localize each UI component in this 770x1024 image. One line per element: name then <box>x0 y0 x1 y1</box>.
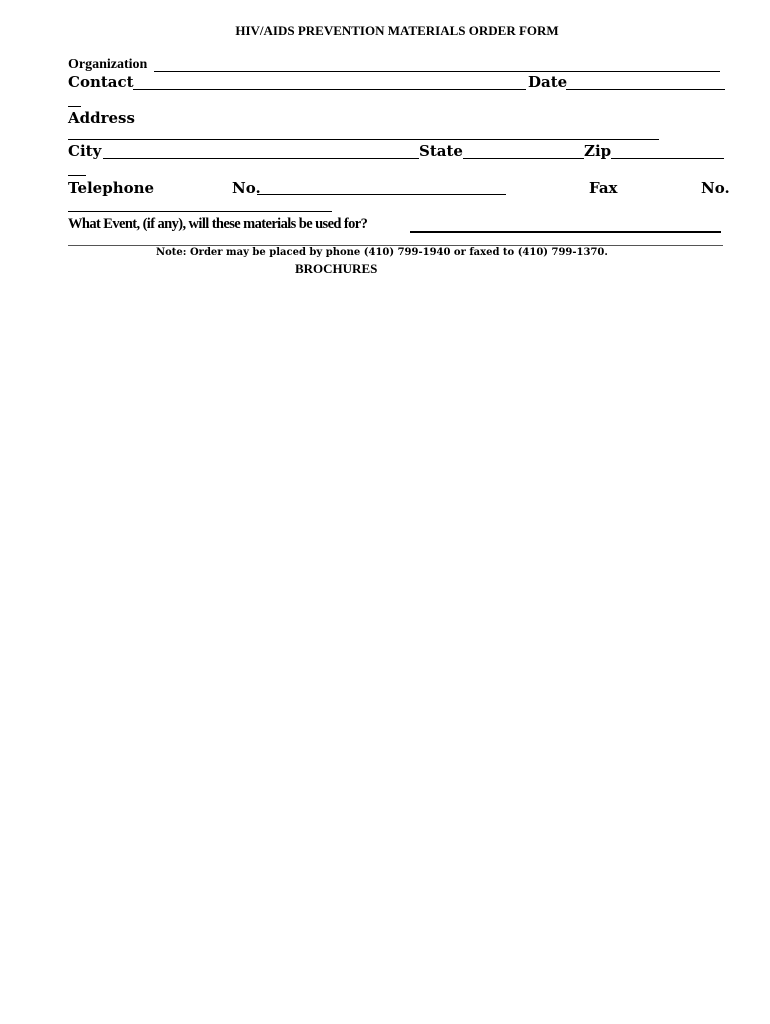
fax-no-label: No. <box>701 179 730 197</box>
state-label: State <box>419 142 463 160</box>
zip-field-continuation <box>68 175 86 176</box>
address-field[interactable] <box>68 139 659 140</box>
organization-field[interactable] <box>154 71 720 72</box>
fax-field[interactable] <box>68 211 332 212</box>
date-label: Date <box>528 73 568 91</box>
brochures-heading: BROCHURES <box>295 261 378 276</box>
event-field-continuation <box>68 245 723 246</box>
contact-field[interactable] <box>133 89 526 90</box>
telephone-label: Telephone <box>68 179 155 197</box>
address-label: Address <box>68 109 135 127</box>
state-field[interactable] <box>463 158 584 159</box>
fax-label: Fax <box>589 179 618 197</box>
date-field-continuation <box>68 106 81 107</box>
form-title: HIV/AIDS PREVENTION MATERIALS ORDER FORM <box>235 23 559 38</box>
city-label: City <box>68 142 102 160</box>
event-question-label: What Event, (if any), will these materials be used for? <box>68 216 368 232</box>
telephone-field[interactable] <box>257 194 506 195</box>
event-field[interactable] <box>410 231 721 233</box>
zip-field[interactable] <box>611 158 724 159</box>
order-note: Note: Order may be placed by phone (410) 799-1940 or faxed to (410) 799-1370. <box>156 247 608 258</box>
contact-label: Contact <box>68 73 134 91</box>
organization-label: Organization <box>68 57 148 72</box>
city-field[interactable] <box>103 158 419 159</box>
zip-label: Zip <box>584 142 612 160</box>
telephone-no-label: No. <box>232 179 261 197</box>
date-field[interactable] <box>566 89 725 90</box>
